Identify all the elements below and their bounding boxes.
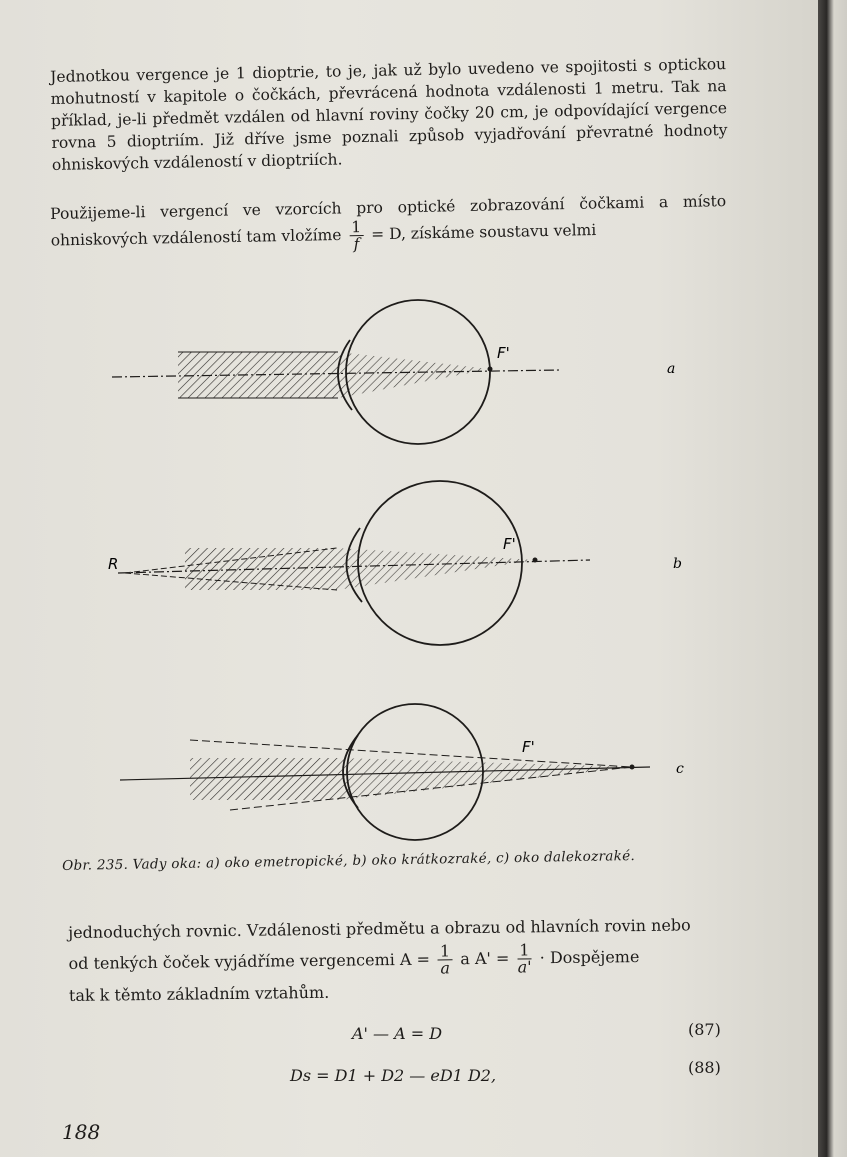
- figure-caption: Obr. 235. Vady oka: a) oko emetropické, b) oko krátkozraké, c) oko dalekozraké.: [62, 848, 636, 874]
- equation-87: A' — A = D: [352, 1024, 443, 1043]
- fraction1-denominator: a: [440, 958, 451, 978]
- paragraph3-text-after: · Dospějeme: [539, 947, 640, 968]
- fraction-denominator: f: [353, 235, 360, 254]
- panel-b-focal-point: [533, 558, 538, 563]
- panel-c-focal-point: [630, 765, 635, 770]
- paragraph3-line3: tak k těmto základním vztahům.: [68, 982, 330, 1005]
- panel-a-emmetropic-eye: [112, 300, 560, 444]
- page-number: 188: [62, 1120, 101, 1144]
- fraction1-numerator: 1: [439, 941, 451, 961]
- paragraph-simple-equations: [68, 909, 769, 1011]
- paragraph2-text-after: = D, získáme soustavu velmi: [371, 221, 597, 244]
- panel-a-label: a: [667, 361, 676, 377]
- panel-c-focal-label: F': [522, 738, 535, 756]
- fraction2-denominator: a': [517, 957, 532, 977]
- paragraph3-line1: jednoduchých rovnic. Vzdálenosti předmětu a obrazu od hlavních rovin nebo: [68, 915, 691, 942]
- fraction-one-over-a: [438, 943, 453, 976]
- book-spine: [818, 0, 847, 1157]
- paragraph-vergence-unit: Jednotkou vergence je 1 dioptrie, to je, jak už bylo uvedeno ve spojitosti s optickou mohutností v kapitole o čočkách, převrácená hodnota vzdálenosti 1 metru. Tak na příklad, je-li předmět vzdálen od hlavní roviny čočky 20 cm, je odpovídající vergence rovna 5 dioptriím. Již dříve jsme poznali způsob vyjadřování převratné hodnoty ohniskových vzdáleností v dioptriích.: [50, 55, 728, 174]
- panel-b-label: b: [673, 556, 682, 572]
- far-point-label: R: [108, 555, 119, 573]
- panel-c-label: c: [676, 761, 684, 777]
- panel-c-beam: [190, 758, 340, 800]
- panel-a-focal-label: F': [497, 344, 510, 362]
- panel-a-converging-beam: [338, 352, 490, 398]
- panel-c-hyperopic-eye: [120, 704, 650, 840]
- panel-a-focal-point: [488, 367, 493, 372]
- panel-b-converging-beam: [337, 548, 535, 590]
- equation-88-number: (88): [688, 1058, 721, 1077]
- paragraph3-text-mid: a A' =: [460, 948, 510, 969]
- fraction-one-over-a-prime: [517, 942, 532, 975]
- fraction2-numerator: 1: [519, 940, 530, 960]
- paragraph3-text-before: od tenkých čoček vyjádříme vergencemi A =: [68, 949, 431, 973]
- paragraph2-text-before: Použijeme-li vergencí ve vzorcích pro optické zobrazování čočkami a místo ohniskových vzdáleností tam vložíme: [50, 192, 727, 250]
- panel-b-focal-label: F': [503, 535, 516, 553]
- equation-87-number: (87): [688, 1020, 721, 1039]
- panel-b-myopic-eye: [118, 481, 590, 645]
- fraction-numerator: 1: [351, 218, 362, 237]
- equation-88: Ds = D1 + D2 — eD1 D2,: [290, 1066, 497, 1085]
